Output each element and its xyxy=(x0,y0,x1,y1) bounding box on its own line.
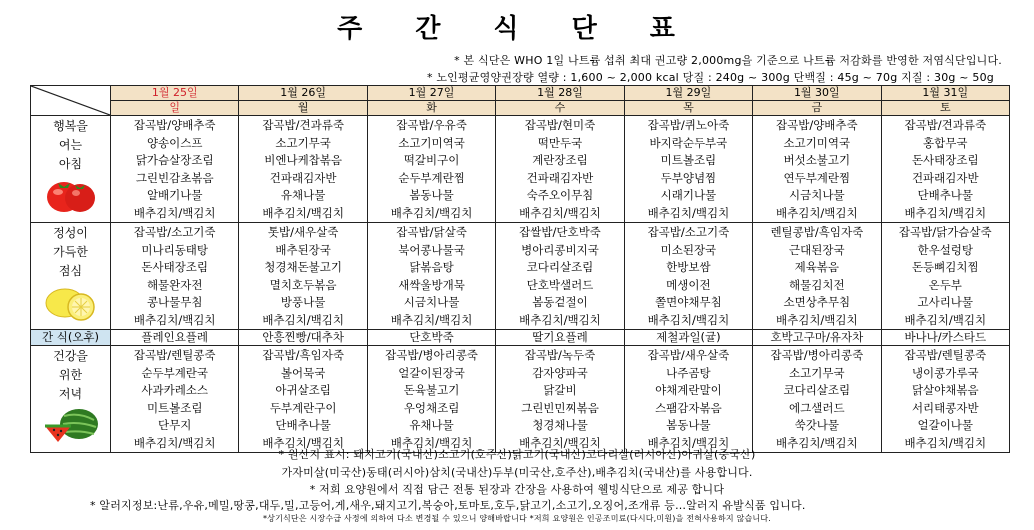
menu-item: 배추김치/백김치 xyxy=(519,312,601,327)
menu-item: 제육볶음 xyxy=(794,260,840,274)
menu-item: 콩나물무침 xyxy=(146,295,203,309)
snack-row xyxy=(31,330,1010,346)
menu-item: 닭가슴살장조림 xyxy=(135,153,214,167)
breakfast-row xyxy=(31,116,1010,223)
corner-cell xyxy=(31,86,111,116)
menu-item: 배추김치/백김치 xyxy=(776,435,858,450)
allergy-note: * 알러지정보:난류,우유,메밀,땅콩,대두,밀,고등어,게,새우,돼지고기,복숭아,토마토,호두,닭고기,소고기,오징어,조개류 등…알러지 유발식품 입니다. xyxy=(90,499,806,512)
menu-item: 렌틸콩밥/흑임자죽 xyxy=(770,225,864,239)
weekday-cell: 월 xyxy=(239,101,367,116)
menu-item: 온두부 xyxy=(928,277,962,292)
origin-line-1: * 원산지 표시: 돼지고기(국내산)소고기(호주산)닭고기(국내산)코다리살(러시아산)아귀살(중국산) xyxy=(278,448,756,461)
date-cell: 1월 26일 xyxy=(239,86,367,101)
menu-item: 시래기나물 xyxy=(660,188,717,202)
lunch-label-cell xyxy=(31,223,111,330)
dinner-menu-cell xyxy=(239,346,367,453)
menu-item: 북어콩나물국 xyxy=(398,242,465,257)
menu-item: 배추된장국 xyxy=(275,242,331,257)
lunch-menu-cell xyxy=(881,223,1009,330)
date-cell: 1월 31일 xyxy=(881,86,1009,101)
dinner-menu-cell xyxy=(881,346,1009,453)
menu-item: 그린빈민찌볶음 xyxy=(521,400,599,415)
breakfast-menu-cell xyxy=(367,116,495,223)
lunch-menu-cell xyxy=(753,223,881,330)
dinner-row xyxy=(31,346,1010,453)
dinner-label-line: 위한 xyxy=(58,368,83,382)
origin-line-2: 가자미살(미국산)동태(러시아)삼치(국내산)두부(미국산,호주산),배추김치(국내산)를 사용합니다. xyxy=(281,466,753,479)
snack-cell: 안흥찐빵/대추차 xyxy=(239,330,367,346)
menu-item: 돈사태장조림 xyxy=(141,260,209,274)
lunch-label-line: 점심 xyxy=(58,264,83,278)
menu-item: 잡곡밥/녹두죽 xyxy=(524,348,596,362)
menu-item: 근대된장국 xyxy=(789,242,845,257)
diagonal-line xyxy=(31,86,110,115)
menu-item: 해물김치전 xyxy=(789,277,845,292)
menu-item: 비엔나케찹볶음 xyxy=(264,153,343,167)
menu-item: 잡곡밥/퀴노아죽 xyxy=(647,118,730,132)
menu-item: 봄동겉절이 xyxy=(532,295,588,309)
menu-item: 잡곡밥/견과류죽 xyxy=(904,118,987,132)
menu-item: 우엉채조림 xyxy=(403,400,460,415)
date-cell: 1월 30일 xyxy=(753,86,881,101)
breakfast-label-line: 아침 xyxy=(58,157,83,171)
breakfast-label-cell xyxy=(31,116,111,223)
dinner-menu-cell xyxy=(624,346,752,453)
menu-item: 쑥갓나물 xyxy=(794,418,840,432)
menu-item: 배추김치/백김치 xyxy=(776,205,858,220)
menu-item: 유채나물 xyxy=(409,418,454,432)
menu-item: 아귀살조림 xyxy=(275,383,331,397)
snack-cell: 플레인요플레 xyxy=(111,330,239,346)
menu-item: 에그샐러드 xyxy=(789,400,845,415)
menu-item: 미소된장국 xyxy=(660,242,717,257)
menu-item: 그린빈감초볶음 xyxy=(135,170,214,185)
menu-item: 버섯소불고기 xyxy=(783,153,851,167)
menu-item: 떡만두국 xyxy=(537,135,583,150)
breakfast-menu-cell xyxy=(111,116,239,223)
breakfast-menu-cell xyxy=(239,116,367,223)
menu-item: 홍합무국 xyxy=(923,135,968,150)
weekday-cell: 화 xyxy=(367,101,495,116)
menu-item: 미나리동태탕 xyxy=(141,242,209,257)
menu-item: 잡곡밥/닭살죽 xyxy=(396,225,467,239)
sauce-note: * 저희 요양원에서 직접 담근 전통 된장과 간장을 사용하여 웰빙식단으로 제공 합니다 xyxy=(309,483,725,496)
menu-item: 해물완자전 xyxy=(146,277,203,292)
menu-item: 순두부계란국 xyxy=(141,365,209,380)
menu-item: 쫄면야채무침 xyxy=(655,295,722,309)
weekly-menu-table xyxy=(30,85,1010,453)
dinner-label-line: 건강을 xyxy=(53,349,88,363)
menu-item: 단호박샐러드 xyxy=(526,277,594,292)
dinner-menu-cell xyxy=(496,346,624,453)
watermelon-icon xyxy=(41,404,101,447)
snack-cell: 호박고구마/유자차 xyxy=(753,330,881,346)
menu-item: 배추김치/백김치 xyxy=(904,312,987,327)
menu-item: 건파래김자반 xyxy=(526,170,594,185)
menu-item: 배추김치/백김치 xyxy=(519,435,601,450)
menu-item: 배추김치/백김치 xyxy=(133,312,216,327)
menu-item: 냉이콩가루국 xyxy=(911,365,979,380)
weekday-cell: 일 xyxy=(111,101,239,116)
dinner-menu-cell xyxy=(111,346,239,453)
menu-item: 순두부계란찜 xyxy=(398,170,465,185)
menu-item: 배추김치/백김치 xyxy=(262,312,344,327)
menu-item: 톳밥/새우살죽 xyxy=(267,225,339,239)
menu-item: 배추김치/백김치 xyxy=(776,312,858,327)
dow-row xyxy=(31,101,1010,116)
lunch-menu-cell xyxy=(239,223,367,330)
lunch-row xyxy=(31,223,1010,330)
weekday-cell: 토 xyxy=(881,101,1009,116)
breakfast-label-line: 행복을 xyxy=(53,119,88,133)
menu-item: 배추김치/백김치 xyxy=(390,312,473,327)
menu-item: 건파래김자반 xyxy=(269,170,337,185)
menu-item: 양송이스프 xyxy=(146,135,203,150)
menu-item: 잡곡밥/닭가슴살죽 xyxy=(898,225,992,239)
sodium-note: * 본 식단은 WHO 1일 나트륨 섭취 최대 권고량 2,000mg을 기준으로 나트륨 저감화를 반영한 저염식단입니다. xyxy=(454,54,1002,67)
menu-item: 청경채나물 xyxy=(532,418,588,432)
menu-item: 메생이전 xyxy=(666,277,711,292)
snack-cell: 바나나/카스타드 xyxy=(881,330,1009,346)
menu-item: 볼어묵국 xyxy=(280,365,326,380)
breakfast-menu-cell xyxy=(753,116,881,223)
menu-item: 미트볼조림 xyxy=(660,153,717,167)
menu-item: 단배추나물 xyxy=(917,188,974,202)
menu-item: 단무지 xyxy=(158,418,192,432)
menu-item: 소고기무국 xyxy=(275,135,331,150)
menu-item: 배추김치/백김치 xyxy=(390,435,473,450)
date-row xyxy=(31,86,1010,101)
small-print: *상기식단은 시장수급 사정에 의하여 다소 변경될 수 있으니 양해바랍니다 *저희 요양원은 인공조미료(다시다,미원)을 전혀사용하지 않습니다. xyxy=(262,514,772,523)
lunch-label-line: 정성이 xyxy=(53,226,88,240)
menu-item: 코다리살조림 xyxy=(526,260,594,274)
menu-item: 병아리콩비지국 xyxy=(521,242,599,257)
date-cell: 1월 28일 xyxy=(496,86,624,101)
menu-item: 두부양념찜 xyxy=(660,170,717,185)
dinner-label-line: 저녁 xyxy=(58,387,83,401)
nutrition-note: * 노인평균영양권장량 열량 : 1,600 ~ 2,000 kcal 당질 : 240g ~ 300g 단백질 : 45g ~ 70g 지질 : 30g ~ 50g xyxy=(426,71,994,84)
menu-item: 한우설렁탕 xyxy=(917,242,974,257)
menu-item: 연두부계란찜 xyxy=(783,170,851,185)
date-cell: 1월 29일 xyxy=(624,86,752,101)
menu-item: 계란장조림 xyxy=(532,153,588,167)
menu-item: 배추김치/백김치 xyxy=(133,435,216,450)
menu-item: 배추김치/백김치 xyxy=(904,435,987,450)
menu-item: 잡곡밥/병아리콩죽 xyxy=(770,348,864,362)
menu-item: 배추김치/백김치 xyxy=(262,435,344,450)
menu-item: 잡곡밥/양배추죽 xyxy=(133,118,216,132)
menu-item: 배추김치/백김치 xyxy=(647,205,730,220)
menu-item: 잡곡밥/우유죽 xyxy=(396,118,467,132)
lunch-label-line: 가득한 xyxy=(53,245,88,259)
breakfast-menu-cell xyxy=(624,116,752,223)
menu-item: 닭갈비 xyxy=(543,383,577,397)
lunch-menu-cell xyxy=(367,223,495,330)
menu-item: 단배추나물 xyxy=(275,418,331,432)
menu-item: 미트볼조림 xyxy=(146,400,203,415)
snack-cell: 제철과일(귤) xyxy=(624,330,752,346)
menu-item: 닭볶음탕 xyxy=(409,260,454,274)
menu-item: 사과카레소스 xyxy=(141,383,209,397)
lunch-menu-cell xyxy=(111,223,239,330)
menu-item: 돈등뼈김치찜 xyxy=(911,260,979,274)
dinner-menu-cell xyxy=(753,346,881,453)
menu-item: 배추김치/백김치 xyxy=(647,312,730,327)
menu-item: 잡쌀밥/단호박죽 xyxy=(519,225,601,239)
snack-label: 간 식(오후) xyxy=(31,330,111,346)
menu-item: 잡곡밥/병아리콩죽 xyxy=(385,348,478,362)
date-cell: 1월 25일 xyxy=(111,86,239,101)
menu-item: 소고기미역국 xyxy=(398,135,465,150)
menu-item: 배추김치/백김치 xyxy=(647,435,730,450)
menu-item: 얼갈이된장국 xyxy=(398,365,465,380)
menu-item: 나주곰탕 xyxy=(666,365,711,380)
weekday-cell: 금 xyxy=(753,101,881,116)
breakfast-menu-cell xyxy=(881,116,1009,223)
menu-item: 얼갈이나물 xyxy=(917,418,974,432)
lemon-icon xyxy=(43,281,99,326)
menu-item: 두부계란구이 xyxy=(269,400,337,415)
menu-item: 배추김치/백김치 xyxy=(262,205,344,220)
menu-item: 감자양파국 xyxy=(532,365,588,380)
menu-item: 소고기무국 xyxy=(789,365,845,380)
menu-item: 알배기나물 xyxy=(146,188,203,202)
menu-item: 잡곡밥/렌틸콩죽 xyxy=(133,348,216,362)
menu-item: 한방보쌈 xyxy=(666,260,711,274)
menu-item: 떡갈비구이 xyxy=(403,153,460,167)
menu-item: 잡곡밥/양배추죽 xyxy=(776,118,858,132)
menu-item: 소고기미역국 xyxy=(783,135,851,150)
menu-item: 시금치나물 xyxy=(403,295,460,309)
menu-item: 닭살야채볶음 xyxy=(911,383,979,397)
menu-item: 서리태콩자반 xyxy=(911,400,979,415)
menu-item: 잡곡밥/렌틸콩죽 xyxy=(904,348,987,362)
menu-item: 건파래김자반 xyxy=(911,170,979,185)
lunch-menu-cell xyxy=(496,223,624,330)
dinner-label-cell xyxy=(31,346,111,453)
menu-item: 야채계란말이 xyxy=(655,383,722,397)
menu-item: 방풍나물 xyxy=(280,295,326,309)
menu-item: 숙주오이무침 xyxy=(526,188,594,202)
dinner-menu-cell xyxy=(367,346,495,453)
menu-item: 잡곡밥/흑임자죽 xyxy=(262,348,344,362)
menu-item: 잡곡밥/새우살죽 xyxy=(647,348,730,362)
menu-item: 고사리나물 xyxy=(917,295,974,309)
menu-item: 잡곡밥/소고기죽 xyxy=(133,225,216,239)
menu-item: 소면상추무침 xyxy=(783,295,851,309)
menu-item: 봄동나물 xyxy=(409,188,454,202)
page-title: 주 간 식 단 표 xyxy=(337,14,697,44)
menu-item: 새싹울방개묵 xyxy=(398,277,465,292)
menu-item: 배추김치/백김치 xyxy=(133,205,216,220)
lunch-menu-cell xyxy=(624,223,752,330)
breakfast-menu-cell xyxy=(496,116,624,223)
menu-item: 유채나물 xyxy=(280,188,326,202)
snack-cell: 딸기요플레 xyxy=(496,330,624,346)
menu-item: 배추김치/백김치 xyxy=(904,205,987,220)
weekday-cell: 목 xyxy=(624,101,752,116)
menu-item: 멸치호두볶음 xyxy=(269,277,337,292)
menu-item: 시금치나물 xyxy=(789,188,845,202)
menu-item: 코다리살조림 xyxy=(783,383,851,397)
date-cell: 1월 27일 xyxy=(367,86,495,101)
menu-item: 바지락순두부국 xyxy=(649,135,728,150)
menu-item: 돈사태장조림 xyxy=(911,153,979,167)
menu-item: 돈육불고기 xyxy=(403,383,460,397)
menu-item: 잡곡밥/소고기죽 xyxy=(647,225,730,239)
weekday-cell: 수 xyxy=(496,101,624,116)
menu-item: 배추김치/백김치 xyxy=(390,205,473,220)
menu-item: 봄동나물 xyxy=(666,418,711,432)
snack-cell: 단호박죽 xyxy=(367,330,495,346)
tomato-icon xyxy=(44,174,98,217)
breakfast-label-line: 여는 xyxy=(58,138,83,152)
menu-item: 잡곡밥/견과류죽 xyxy=(262,118,344,132)
menu-item: 배추김치/백김치 xyxy=(519,205,601,220)
menu-item: 스팸감자볶음 xyxy=(655,400,722,415)
menu-item: 청경채돈불고기 xyxy=(264,260,343,274)
menu-item: 잡곡밥/현미죽 xyxy=(524,118,596,132)
